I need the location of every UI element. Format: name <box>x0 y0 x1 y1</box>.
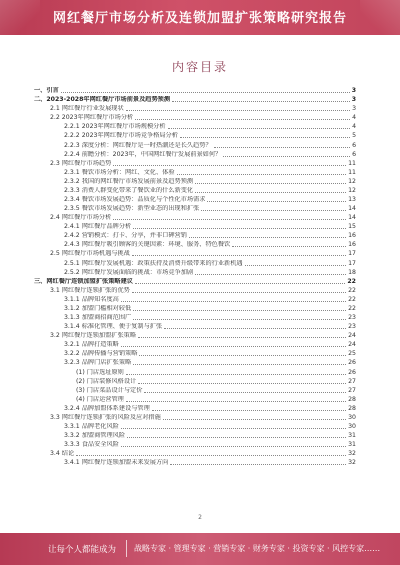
toc-entry-label: 2.2.4 前瞻分析：2023年，中国网红餐厅发展前景如何？ <box>64 150 222 158</box>
header-decoration-right <box>360 0 400 35</box>
toc-entry[interactable] <box>34 86 356 95</box>
toc-leader-dots <box>121 446 346 447</box>
toc-entry-label: 一、引言 <box>34 87 59 95</box>
toc-entry-label: 2.2.1 2023年网红餐厅市场规模分析 <box>64 123 166 131</box>
toc-entry-page: 32 <box>348 450 356 458</box>
toc-entry-label: 2.3.5 餐饮市场发展趋势：新型业态的出现和扩张 <box>64 205 200 213</box>
toc-entry-label: 2.2.3 深度分析：网红餐厅是一时热潮还是长久趋势？ <box>64 141 212 149</box>
toc-entry-page: 23 <box>348 323 356 331</box>
toc-entry[interactable] <box>34 150 356 159</box>
toc-entry-page: 30 <box>348 413 356 421</box>
toc-entry-page: 14 <box>348 214 356 222</box>
toc-entry[interactable] <box>34 413 356 422</box>
toc-leader-dots <box>189 237 346 238</box>
toc-entry-label: 2.3.4 餐饮市场发展趋势：品质化与个性化市场需求 <box>64 196 206 204</box>
toc-entry-page: 24 <box>348 332 356 340</box>
toc-entry[interactable] <box>34 113 356 122</box>
toc-leader-dots <box>133 364 346 365</box>
toc-entry[interactable] <box>34 304 356 313</box>
toc-entry-label: 3.1.1 品牌知名度高 <box>64 295 119 303</box>
toc-entry-page: 22 <box>347 277 356 285</box>
toc-entry-page: 11 <box>348 168 356 176</box>
toc-entry-label: 2.4.1 网红餐厅品牌分析 <box>64 223 132 231</box>
toc-entry-label: 2.2.2 2023年网红餐厅市场竞争格局分析 <box>64 132 178 140</box>
toc-leader-dots <box>133 310 346 311</box>
toc-entry-page: 3 <box>351 87 356 95</box>
toc-entry-label: 3.1 网红餐厅连锁扩张的优势 <box>50 286 130 294</box>
toc-entry[interactable] <box>34 122 356 131</box>
toc-entry[interactable] <box>34 240 356 249</box>
toc-entry[interactable] <box>34 377 356 386</box>
toc-entry-page: 4 <box>352 114 356 122</box>
toc-entry-label: 二、2023-2028年网红餐厅市场前景及趋势预测 <box>34 96 171 104</box>
toc-entry[interactable] <box>34 313 356 322</box>
toc-entry-page: 23 <box>348 314 356 322</box>
toc-entry[interactable] <box>34 295 356 304</box>
toc-entry[interactable] <box>34 222 356 231</box>
toc-entry-page: 22 <box>348 295 356 303</box>
toc-leader-dots <box>170 464 346 465</box>
toc-entry[interactable] <box>34 404 356 413</box>
toc-entry-label: 3.2.1 品牌打造策略 <box>64 341 119 349</box>
toc-entry-page: 22 <box>348 286 356 294</box>
footer-slogan: 让每个人都能成为 <box>48 545 117 555</box>
toc-entry-label: (2) 门店装修风格设计 <box>76 377 137 385</box>
toc-entry-label: (3) 门店菜品设计与定价 <box>76 386 143 394</box>
toc-entry-label: 2.3.1 餐饮市场分析：网红、文化、体验 <box>64 168 175 176</box>
toc-entry[interactable] <box>34 159 356 168</box>
toc-entry[interactable] <box>34 395 356 404</box>
toc-entry-label: 2.5 网红餐厅市场机遇与挑战 <box>50 250 130 258</box>
toc-leader-dots <box>127 437 346 438</box>
toc-leader-dots <box>113 219 346 220</box>
toc-entry-label: 3.1.2 加盟门槛相对较低 <box>64 304 132 312</box>
toc-leader-dots <box>245 265 347 266</box>
toc-entry-page: 31 <box>348 432 356 440</box>
toc-entry-label: 2.1 网红餐厅行业发展现状 <box>50 105 124 113</box>
toc-leader-dots <box>121 346 346 347</box>
toc-entry-label: 三、网红餐厅连锁加盟扩张策略建议 <box>34 277 133 285</box>
toc-entry-page: 30 <box>348 422 356 430</box>
toc-entry[interactable] <box>34 322 356 331</box>
toc-entry[interactable] <box>34 440 356 449</box>
toc-entry-label: 3.3.2 加盟商管理风险 <box>64 432 126 440</box>
toc-entry[interactable] <box>34 95 356 104</box>
toc-entry-page: 13 <box>348 196 356 204</box>
toc-entry[interactable] <box>34 367 356 376</box>
toc-entry-page: 12 <box>348 177 356 185</box>
toc-entry-page: 27 <box>348 377 356 385</box>
toc-entry-page: 27 <box>348 386 356 394</box>
toc-entry[interactable] <box>34 104 356 113</box>
toc-entry-page: 25 <box>348 350 356 358</box>
toc-entry[interactable] <box>34 249 356 258</box>
toc-leader-dots <box>163 419 346 420</box>
toc-entry-page: 22 <box>348 304 356 312</box>
toc-leader-dots <box>132 292 346 293</box>
toc-entry-page: 11 <box>348 159 356 167</box>
toc-leader-dots <box>164 328 346 329</box>
toc-leader-dots <box>138 337 346 338</box>
toc-entry-page: 32 <box>348 459 356 467</box>
toc-entry-label: (1) 门店选址原则 <box>76 368 124 376</box>
toc-entry-page: 3 <box>352 105 356 113</box>
toc-entry-label: 3.3.3 食品安全风险 <box>64 441 119 449</box>
toc-entry[interactable] <box>34 140 356 149</box>
toc-entry[interactable] <box>34 268 356 277</box>
toc-entry-label: 2.4 网红餐厅市场分析 <box>50 214 112 222</box>
toc-leader-dots <box>195 192 346 193</box>
toc-entry-page: 14 <box>348 205 356 213</box>
toc-entry-page: 17 <box>348 250 356 258</box>
toc-entry-label: 3.2 网红餐厅连锁加盟扩张策略 <box>50 332 137 340</box>
footer-roles: 战略专家 · 管理专家 · 营销专家 · 财务专家 · 投资专家 · 风控专家…… <box>134 544 381 553</box>
toc-entry-label: 2.4.3 网红餐厅吸引顾客的关键因素：环境、服务、特色餐饮 <box>64 241 231 249</box>
toc-entry-page: 15 <box>348 223 356 231</box>
toc-leader-dots <box>177 174 347 175</box>
toc-leader-dots <box>180 137 350 138</box>
toc-entry-page: 6 <box>352 141 356 149</box>
toc-entry-label: 2.4.2 营销模式：打卡、分享，并非口碑营销 <box>64 232 187 240</box>
toc-leader-dots <box>121 428 346 429</box>
toc-entry[interactable] <box>34 186 356 195</box>
toc-entry-page: 28 <box>348 404 356 412</box>
toc-leader-dots <box>126 110 350 111</box>
toc-entry[interactable] <box>34 386 356 395</box>
toc-entry[interactable] <box>34 349 356 358</box>
table-of-contents <box>34 86 356 467</box>
toc-leader-dots <box>232 246 346 247</box>
toc-leader-dots <box>207 201 346 202</box>
toc-entry-label: 3.4 结论 <box>50 450 75 458</box>
toc-leader-dots <box>126 401 346 402</box>
toc-entry-page: 3 <box>351 96 356 104</box>
toc-entry[interactable] <box>34 358 356 367</box>
toc-entry[interactable] <box>34 286 356 295</box>
toc-entry[interactable] <box>34 131 356 140</box>
toc-heading: 内容目录 <box>171 60 228 74</box>
toc-entry[interactable] <box>34 204 356 213</box>
toc-leader-dots <box>133 319 346 320</box>
toc-leader-dots <box>76 455 346 456</box>
toc-leader-dots <box>135 283 345 284</box>
toc-entry-page: 12 <box>348 186 356 194</box>
toc-leader-dots <box>133 228 346 229</box>
toc-entry-label: 3.2.4 品牌加盟体系建设与管理 <box>64 404 150 412</box>
toc-entry[interactable] <box>34 168 356 177</box>
toc-entry-page: 26 <box>348 368 356 376</box>
page-header <box>0 0 400 35</box>
toc-leader-dots <box>223 156 350 157</box>
toc-entry-page: 4 <box>352 123 356 131</box>
report-title: 网红餐厅市场分析及连锁加盟扩张策略研究报告 <box>52 11 347 26</box>
toc-leader-dots <box>144 392 346 393</box>
toc-leader-dots <box>139 355 346 356</box>
toc-entry-page: 17 <box>348 259 356 267</box>
toc-entry[interactable] <box>34 431 356 440</box>
toc-entry-page: 24 <box>348 341 356 349</box>
footer-divider <box>126 540 127 557</box>
toc-entry-label: 2.5.2 网红餐厅发展面临的挑战：市场竞争加剧 <box>64 268 194 276</box>
toc-entry[interactable] <box>34 277 356 286</box>
toc-leader-dots <box>195 274 346 275</box>
toc-entry-label: 3.3.1 品牌老化风险 <box>64 422 119 430</box>
toc-entry-label: 3.1.4 标准化管理、便于复制与扩张 <box>64 323 163 331</box>
toc-entry-page: 28 <box>348 395 356 403</box>
toc-entry[interactable] <box>34 449 356 458</box>
toc-leader-dots <box>172 101 350 102</box>
page-number: 2 <box>198 514 202 521</box>
toc-entry-label: 3.1.3 加盟商招商范围广 <box>64 314 132 322</box>
toc-entry-label: 3.2.2 品牌传播与营销策略 <box>64 350 138 358</box>
toc-entry-label: 2.2 2023年网红餐厅市场分析 <box>50 114 134 122</box>
toc-leader-dots <box>132 255 346 256</box>
toc-entry-page: 6 <box>352 150 356 158</box>
toc-leader-dots <box>138 383 346 384</box>
toc-entry[interactable] <box>34 331 356 340</box>
toc-entry-page: 26 <box>348 359 356 367</box>
toc-leader-dots <box>135 119 350 120</box>
toc-leader-dots <box>201 210 346 211</box>
toc-leader-dots <box>152 410 346 411</box>
toc-leader-dots <box>168 128 351 129</box>
toc-leader-dots <box>61 92 350 93</box>
toc-entry-label: 2.3.2 我国的网红餐厅市场发展前景及趋势预测 <box>64 177 194 185</box>
toc-entry-label: (4) 门店运营管理 <box>76 395 124 403</box>
toc-entry[interactable] <box>34 258 356 267</box>
toc-entry-page: 18 <box>348 268 356 276</box>
toc-entry[interactable] <box>34 340 356 349</box>
toc-leader-dots <box>113 165 346 166</box>
toc-leader-dots <box>195 183 346 184</box>
toc-entry[interactable] <box>34 458 356 467</box>
toc-entry-label: 2.3 网红餐厅市场趋势 <box>50 159 112 167</box>
page-footer <box>0 533 400 565</box>
toc-entry[interactable] <box>34 213 356 222</box>
toc-entry-page: 5 <box>352 132 356 140</box>
toc-entry-label: 3.2.3 品牌门店扩张策略 <box>64 359 132 367</box>
toc-entry-page: 16 <box>348 232 356 240</box>
toc-entry-label: 3.4.1 网红餐厅连锁加盟未来发展方向 <box>64 459 169 467</box>
toc-entry[interactable] <box>34 231 356 240</box>
toc-entry[interactable] <box>34 422 356 431</box>
toc-entry[interactable] <box>34 177 356 186</box>
toc-entry-page: 31 <box>348 441 356 449</box>
toc-entry-label: 2.5.1 网红餐厅发展机遇：政策扶持及消费升级带来的行业新机遇 <box>64 259 243 267</box>
toc-leader-dots <box>214 147 350 148</box>
toc-leader-dots <box>121 301 346 302</box>
toc-leader-dots <box>126 374 346 375</box>
toc-entry[interactable] <box>34 195 356 204</box>
toc-entry-page: 16 <box>348 241 356 249</box>
toc-entry-label: 2.3.3 消费人群变化带来了餐饮业的什么新变化 <box>64 186 194 194</box>
toc-entry-label: 3.3 网红餐厅连锁扩张的风险及应对措施 <box>50 413 161 421</box>
